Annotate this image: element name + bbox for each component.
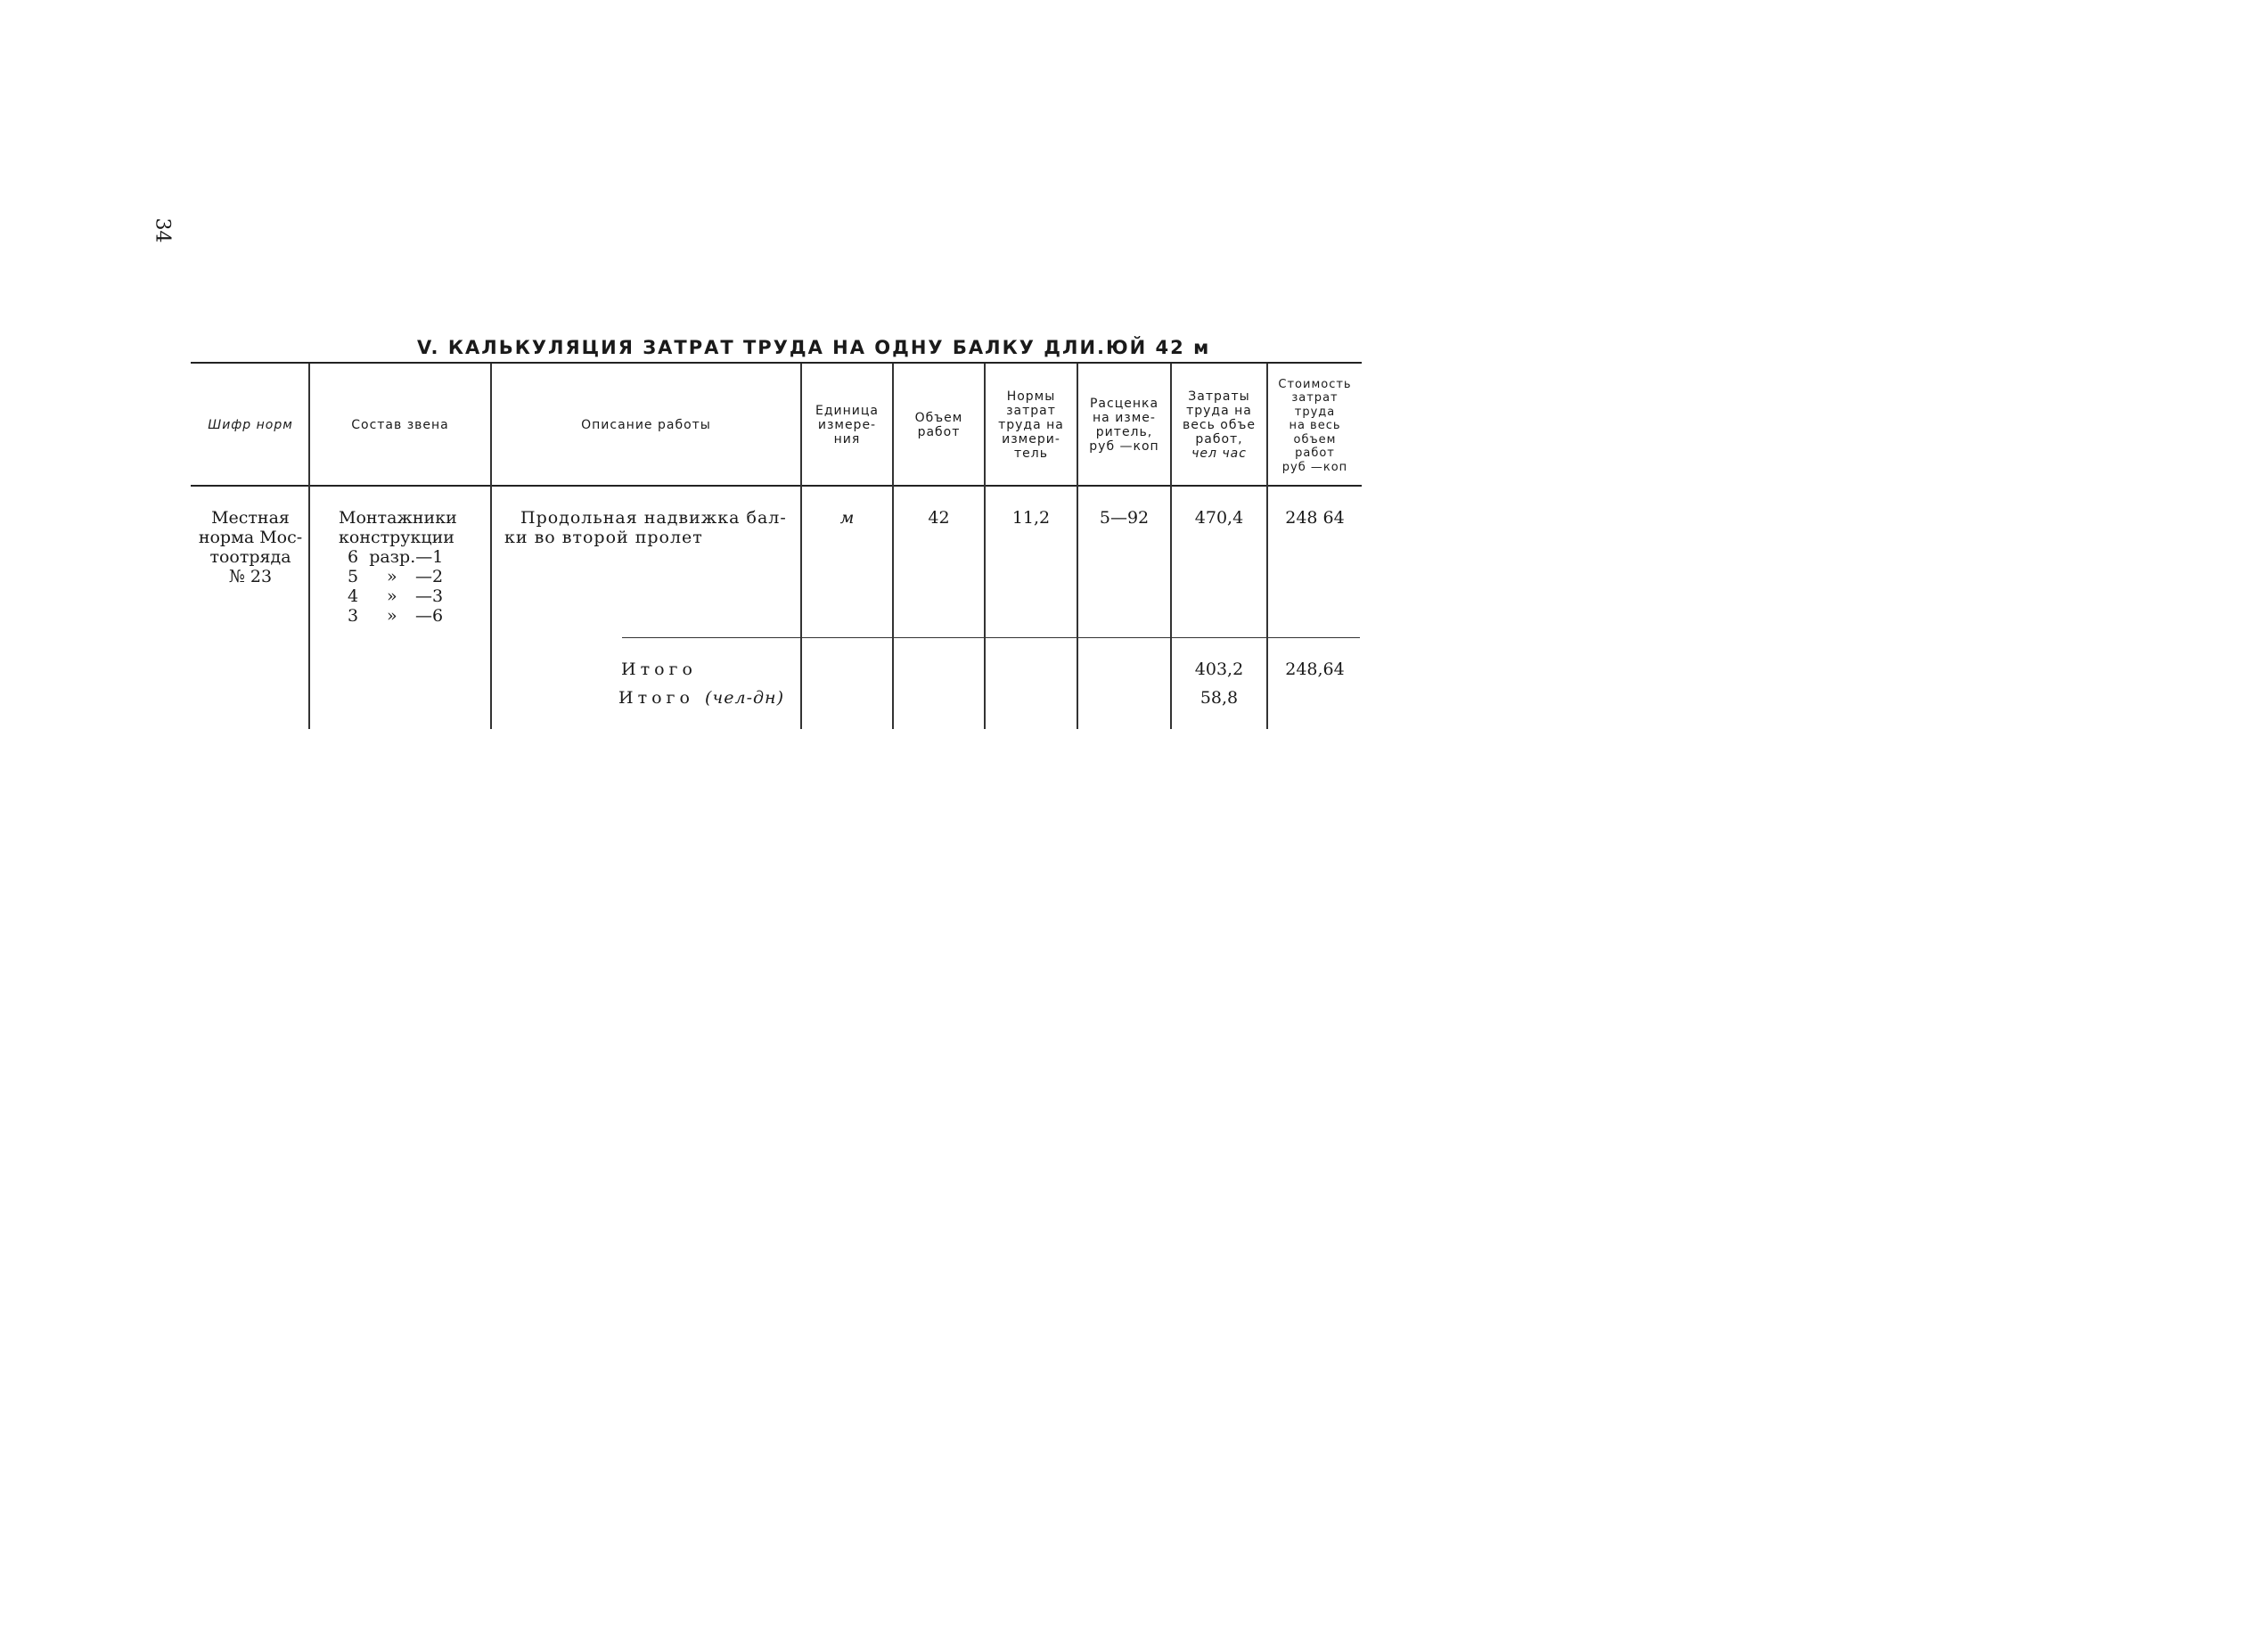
- header-labor: Затраты труда на весь объе работ, чел час: [1183, 389, 1256, 461]
- header-description: Описание работы: [581, 418, 711, 432]
- header-volume: Объем работ: [914, 411, 963, 439]
- table-title: V. КАЛЬКУЛЯЦИЯ ЗАТРАТ ТРУДА НА ОДНУ БАЛКУ ДЛИ.ЮЙ 42 м: [417, 337, 1211, 358]
- row-labor: 470,4: [1194, 508, 1244, 528]
- header-crew: Состав звена: [351, 418, 449, 432]
- crew-item: 6 разр.—1: [348, 547, 444, 567]
- header-cost: Стоимость затрат труда на весь объем работ руб —коп: [1278, 377, 1352, 474]
- totals-rule: [622, 637, 1360, 638]
- total-cost: 248,64: [1285, 660, 1345, 679]
- header-unit: Единица измере- ния: [815, 404, 879, 447]
- row-unit: м: [839, 508, 855, 528]
- header-code: Шифр норм: [208, 418, 293, 432]
- total-days-label: Итого (чел-дн): [618, 688, 784, 708]
- total-labor: 403,2: [1194, 660, 1244, 679]
- header-rate: Расценка на изме- ритель, руб —коп: [1089, 397, 1159, 454]
- total-label: Итого: [621, 660, 697, 679]
- row-description: Продольная надвижка бал- ки во второй пролет: [504, 508, 787, 547]
- header-bottom-rule: [191, 485, 1362, 487]
- row-code: Местная норма Мос- тоотряда № 23: [198, 508, 303, 586]
- row-crew: Монтажники конструкции: [339, 508, 457, 547]
- page-number: 34: [151, 217, 174, 243]
- crew-item: 5 » —2: [348, 567, 444, 586]
- crew-item: 4 » —3: [348, 586, 444, 606]
- row-norm: 11,2: [1011, 508, 1051, 528]
- row-rate: 5—92: [1099, 508, 1150, 528]
- header-norm: Нормы затрат труда на измери- тель: [998, 389, 1064, 461]
- total-labor-days: 58,8: [1200, 688, 1239, 708]
- crew-item: 3 » —6: [348, 606, 444, 626]
- row-cost: 248 64: [1285, 508, 1345, 528]
- table-top-rule: [191, 362, 1362, 364]
- row-volume: 42: [928, 508, 950, 528]
